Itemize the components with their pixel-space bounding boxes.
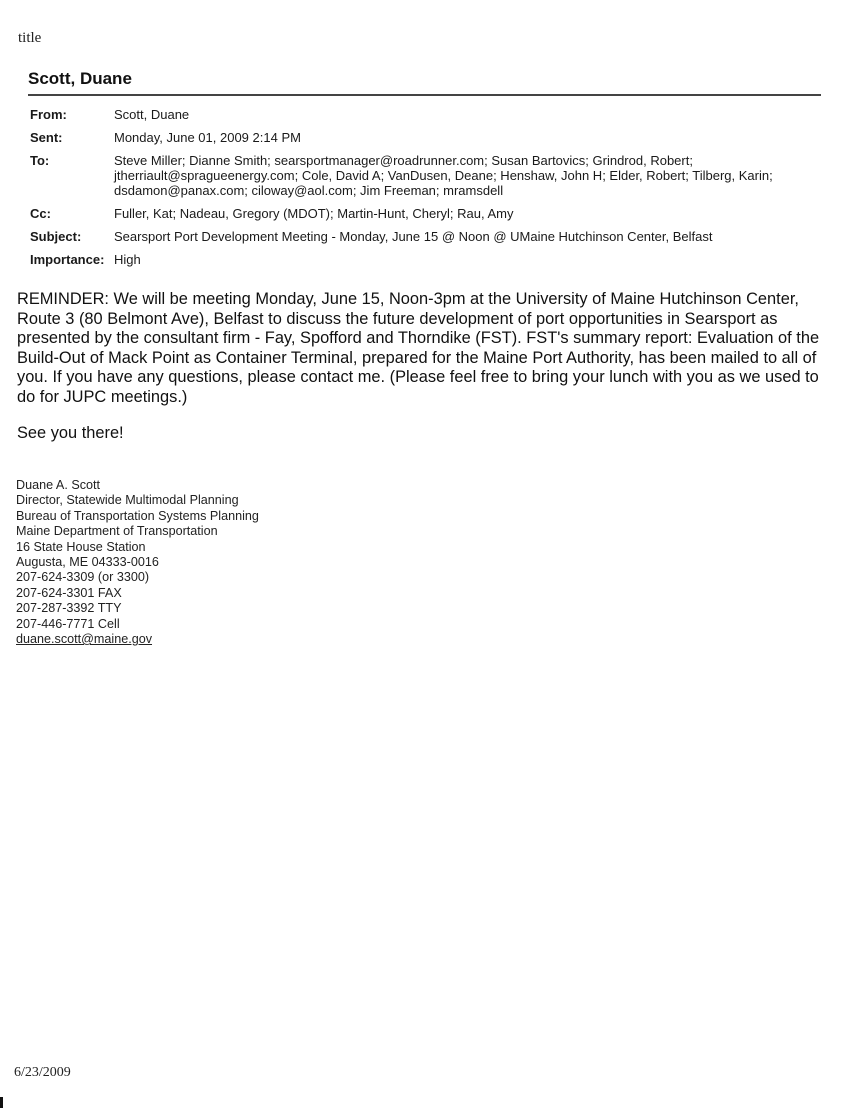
importance-row [30, 252, 810, 275]
message-body [17, 290, 832, 461]
cc-row [30, 206, 810, 229]
header-divider [28, 94, 821, 96]
signature-city: Augusta, ME 04333-0016 [16, 555, 159, 570]
cc-label: Cc: [30, 206, 51, 221]
body-paragraph-reminder: REMINDER: We will be meeting Monday, June 15, Noon-3pm at the University of Maine Hutchinson Center, Route 3 (80 Belmont Ave), Belfast to discuss the future development of port opportunities in Searsport as presented by the consultant firm - Fay, Spofford and Thorndike (FST). FST's summary report: Evaluation of the Build-Out of Mack Point as Container Terminal, prepared for the Maine Port Authority, has been mailed to all of you. If you have any questions, please contact me. (Please feel free to bring your lunch with you as we used to do for JUPC meetings.) [17, 290, 820, 406]
signature-bureau: Bureau of Transportation Systems Planning [16, 508, 259, 523]
to-value: Steve Miller; Dianne Smith; searsportmanager@roadrunner.com; Susan Bartovics; Grindrod, Robert; jtherriault@spragueenergy.com; Cole, David A; VanDusen, Deane; Henshaw, John H; Elder, Robert; Tilberg, Karin; dsdamon@panax.com; ciloway@aol.com; Jim Freeman; mramsdell [114, 153, 773, 198]
importance-value: High [114, 252, 141, 267]
scan-edge-mark [0, 1097, 3, 1108]
from-value: Scott, Duane [114, 107, 190, 122]
signature-department: Maine Department of Transportation [16, 524, 218, 539]
signature-title: Director, Statewide Multimodal Planning [16, 493, 239, 508]
page-header-title: title [18, 30, 42, 46]
signature-email-link[interactable]: duane.scott@maine.gov [16, 632, 153, 647]
signature-tty: 207-287-3392 TTY [16, 601, 122, 616]
from-label: From: [30, 107, 67, 122]
signature-name: Duane A. Scott [16, 478, 101, 492]
cc-value: Fuller, Kat; Nadeau, Gregory (MDOT); Martin-Hunt, Cheryl; Rau, Amy [114, 206, 514, 221]
to-label: To: [30, 153, 50, 168]
body-paragraph-closing: See you there! [17, 424, 124, 442]
page-footer-date: 6/23/2009 [14, 1065, 71, 1080]
email-header-table [30, 107, 810, 275]
to-row [30, 153, 810, 206]
sent-row [30, 130, 810, 153]
importance-label: Importance: [30, 252, 105, 267]
signature-cell: 207-446-7771 Cell [16, 616, 120, 631]
subject-row [30, 229, 810, 252]
signature-phone: 207-624-3309 (or 3300) [16, 570, 150, 585]
sent-label: Sent: [30, 130, 63, 145]
sender-heading: Scott, Duane [28, 69, 132, 88]
subject-label: Subject: [30, 229, 82, 244]
subject-value: Searsport Port Development Meeting - Monday, June 15 @ Noon @ UMaine Hutchinson Center, Belfast [114, 229, 713, 244]
from-row [30, 107, 810, 130]
signature-block [16, 478, 259, 647]
signature-station: 16 State House Station [16, 539, 146, 554]
sent-value: Monday, June 01, 2009 2:14 PM [114, 130, 301, 145]
signature-fax: 207-624-3301 FAX [16, 585, 122, 600]
